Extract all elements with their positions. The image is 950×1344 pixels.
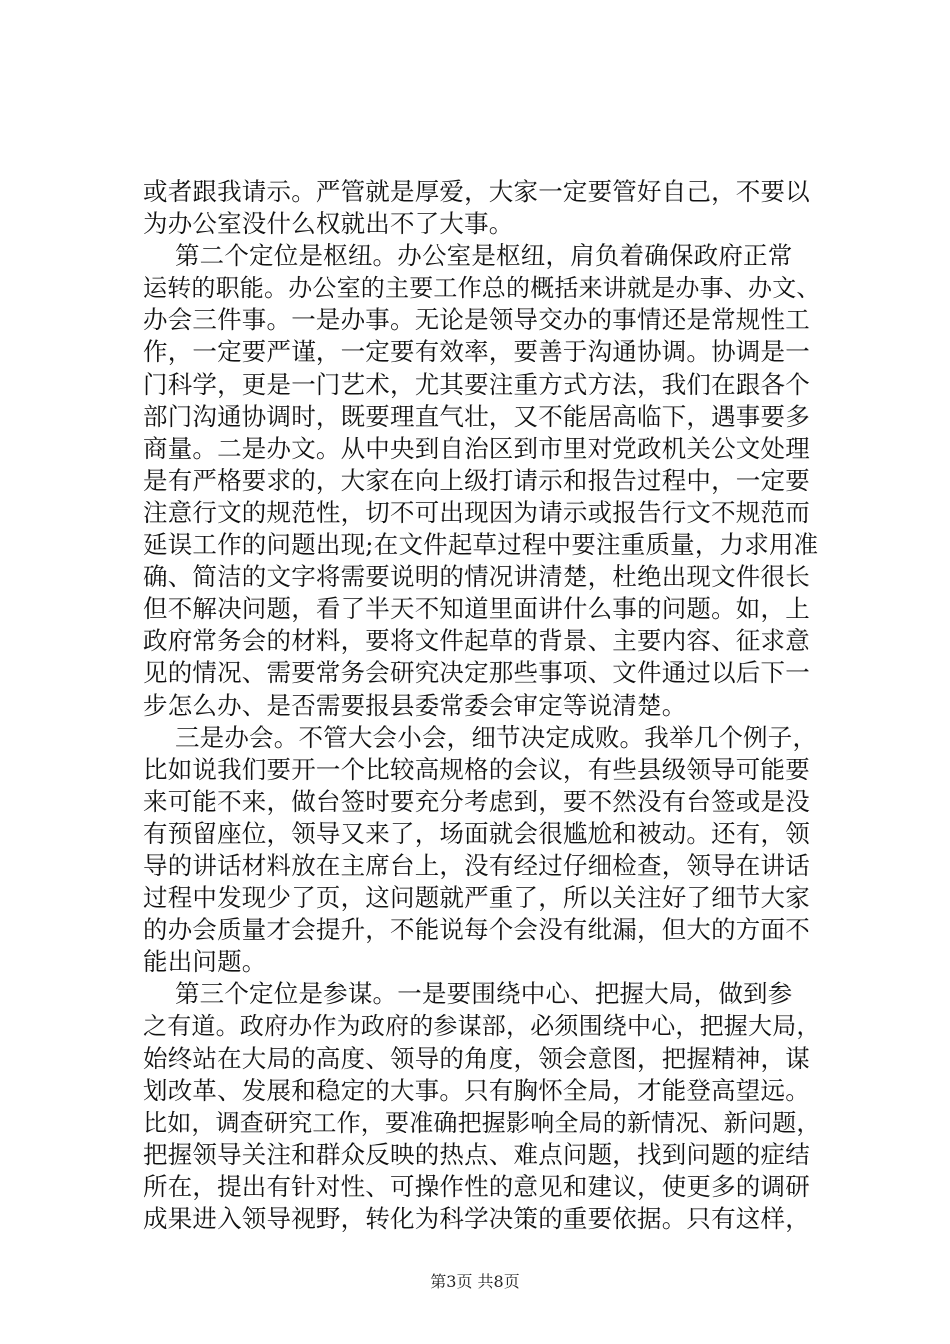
text-line: 能出问题。 bbox=[143, 947, 267, 977]
text-line: 但不解决问题，看了半天不知道里面讲什么事的问题。如，上 bbox=[143, 594, 810, 624]
text-line: 门科学，更是一门艺术，尤其要注重方式方法，我们在跟各个 bbox=[143, 369, 810, 399]
text-line: 政府常务会的材料，要将文件起草的背景、主要内容、征求意 bbox=[143, 626, 810, 656]
text-line: 把握领导关注和群众反映的热点、难点问题，找到问题的症结 bbox=[143, 1139, 810, 1169]
text-line: 第三个定位是参谋。一是要围绕中心、把握大局，做到参 bbox=[143, 979, 793, 1009]
text-line: 所在，提出有针对性、可操作性的意见和建议，使更多的调研 bbox=[143, 1171, 810, 1201]
text-line: 有预留座位，领导又来了，场面就会很尴尬和被动。还有，领 bbox=[143, 818, 810, 848]
text-line: 是有严格要求的，大家在向上级打请示和报告过程中，一定要 bbox=[143, 465, 810, 495]
text-line: 导的讲话材料放在主席台上，没有经过仔细检查，领导在讲话 bbox=[143, 850, 810, 880]
text-line: 划改革、发展和稳定的大事。只有胸怀全局，才能登高望远。 bbox=[143, 1075, 810, 1105]
text-line: 延误工作的问题出现;在文件起草过程中要注重质量，力求用准 bbox=[143, 530, 819, 560]
text-line: 或者跟我请示。严管就是厚爱，大家一定要管好自己，不要以 bbox=[143, 177, 810, 206]
text-line: 成果进入领导视野，转化为科学决策的重要依据。只有这样， bbox=[143, 1204, 810, 1233]
text-line: 为办公室没什么权就出不了大事。 bbox=[143, 209, 514, 239]
text-line: 步怎么办、是否需要报县委常委会审定等说清楚。 bbox=[143, 690, 687, 720]
text-line: 比如说我们要开一个比较高规格的会议，有些县级领导可能要 bbox=[143, 754, 810, 784]
text-line: 部门沟通协调时，既要理直气壮，又不能居高临下，遇事要多 bbox=[143, 401, 810, 431]
page-number: 第3页 共8页 bbox=[430, 1272, 520, 1291]
page-footer bbox=[0, 1272, 950, 1292]
text-line: 三是办会。不管大会小会，细节决定成败。我举几个例子， bbox=[143, 722, 818, 752]
text-line: 第二个定位是枢纽。办公室是枢纽，肩负着确保政府正常 bbox=[143, 241, 793, 271]
text-line: 来可能不来，做台签时要充分考虑到，要不然没有台签或是没 bbox=[143, 786, 810, 816]
document-body bbox=[143, 176, 823, 1235]
text-line: 商量。二是办文。从中央到自治区到市里对党政机关公文处理 bbox=[143, 433, 810, 463]
text-line: 运转的职能。办公室的主要工作总的概括来讲就是办事、办文、 bbox=[143, 274, 821, 303]
text-line: 始终站在大局的高度、领导的角度，领会意图，把握精神，谋 bbox=[143, 1043, 810, 1073]
text-line: 见的情况、需要常务会研究决定那些事项、文件通过以后下一 bbox=[143, 658, 810, 688]
text-line: 之有道。政府办作为政府的参谋部，必须围绕中心，把握大局， bbox=[143, 1012, 821, 1041]
text-line: 比如，调查研究工作，要准确把握影响全局的新情况、新问题， bbox=[143, 1108, 821, 1137]
text-line: 办会三件事。一是办事。无论是领导交办的事情还是常规性工 bbox=[143, 305, 810, 335]
text-line: 注意行文的规范性，切不可出现因为请示或报告行文不规范而 bbox=[143, 497, 810, 527]
text-line: 过程中发现少了页，这问题就严重了，所以关注好了细节大家 bbox=[143, 883, 810, 913]
text-line: 作，一定要严谨，一定要有效率，要善于沟通协调。协调是一 bbox=[143, 337, 810, 367]
text-line: 确、简洁的文字将需要说明的情况讲清楚，杜绝出现文件很长 bbox=[143, 562, 810, 592]
text-line: 的办会质量才会提升，不能说每个会没有纰漏，但大的方面不 bbox=[143, 915, 810, 945]
